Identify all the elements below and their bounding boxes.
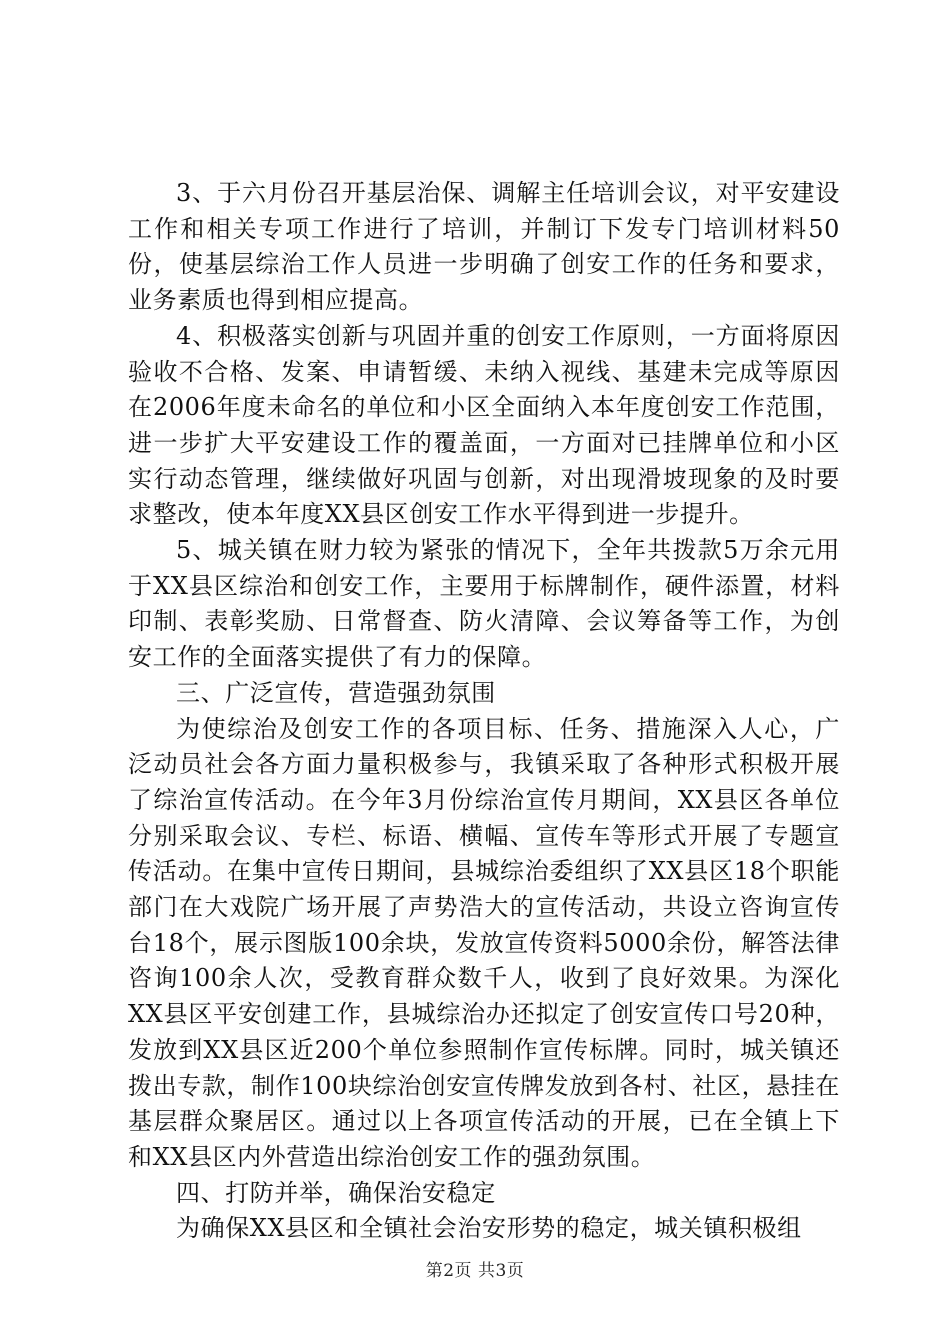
page-number: 第2页 共3页 <box>425 1261 525 1281</box>
document-body <box>128 176 840 1247</box>
section-heading-3: 三、广泛宣传，营造强劲氛围 <box>176 678 496 707</box>
section-heading-4: 四、打防并举，确保治安稳定 <box>176 1178 496 1207</box>
paragraph-publicity: 为使综治及创安工作的各项目标、任务、措施深入人心，广泛动员社会各方面力量积极参与，我镇采取了各种形式积极开展了综治宣传活动。在今年3月份综治宣传月期间，XX县区各单位分别采取会议、专栏、标语、横幅、宣传车等形式开展了专题宣传活动。在集中宣传日期间，县城综治委组织了XX县区18个职能部门在大戏院广场开展了声势浩大的宣传活动，共设立咨询宣传台18个，展示图版100余块，发放宣传资料5000余份，解答法律咨询100余人次，受教育群众数千人，收到了良好效果。为深化XX县区平安创建工作，县城综治办还拟定了创安宣传口号20种，发放到XX县区近200个单位参照制作宣传标牌。同时，城关镇还拨出专款，制作100块综治创安宣传牌发放到各村、社区，悬挂在基层群众聚居区。通过以上各项宣传活动的开展，已在全镇上下和XX县区内外营造出综治创安工作的强劲氛围。 <box>128 714 840 1171</box>
paragraph-item-4: 4、积极落实创新与巩固并重的创安工作原则，一方面将原因验收不合格、发案、申请暂缓、未纳入视线、基建未完成等原因在2006年度未命名的单位和小区全面纳入本年度创安工作范围，进一步扩大平安建设工作的覆盖面，一方面对已挂牌单位和小区实行动态管理，继续做好巩固与创新，对出现滑坡现象的及时要求整改，使本年度XX县区创安工作水平得到进一步提升。 <box>128 321 840 529</box>
paragraph-item-3: 3、于六月份召开基层治保、调解主任培训会议，对平安建设工作和相关专项工作进行了培训，并制订下发专门培训材料50份，使基层综治工作人员进一步明确了创安工作的任务和要求，业务素质也得到相应提高。 <box>128 179 840 315</box>
paragraph-security: 为确保XX县区和全镇社会治安形势的稳定，城关镇积极组 <box>176 1214 802 1243</box>
paragraph-item-5: 5、城关镇在财力较为紧张的情况下，全年共拨款5万余元用于XX县区综治和创安工作，主要用于标牌制作，硬件添置，材料印制、表彰奖励、日常督查、防火清障、会议筹备等工作，为创安工作的全面落实提供了有力的保障。 <box>128 536 840 672</box>
